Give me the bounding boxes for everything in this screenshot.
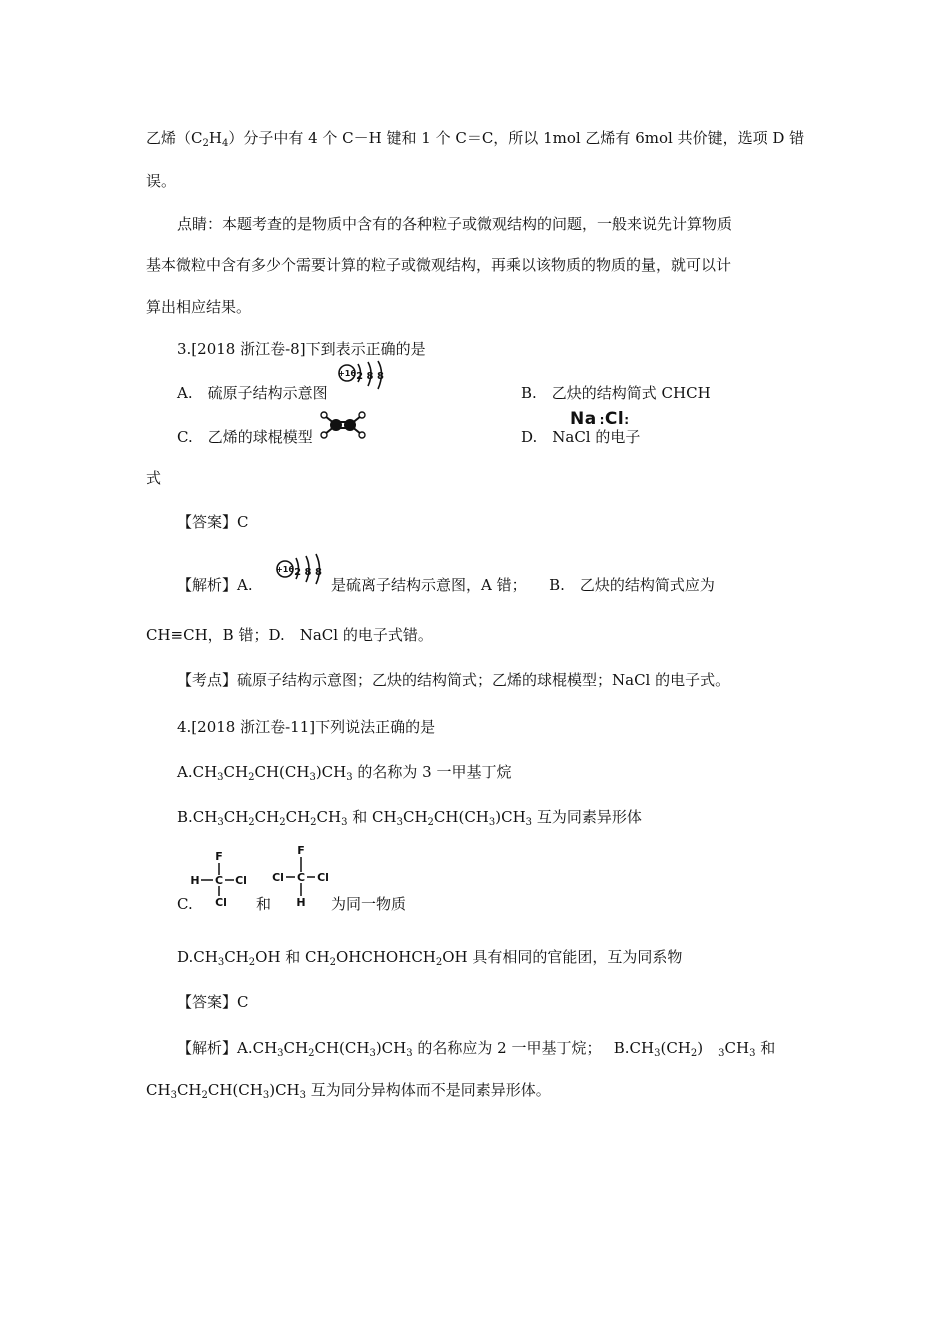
q3-option-a: A. 硫原子结构示意图	[177, 384, 328, 402]
q3-kaodian: 【考点】硫原子结构示意图；乙炔的结构简式；乙烯的球棍模型；NaCl 的电子式。	[177, 671, 731, 689]
shell-electrons: 2 8 8	[356, 371, 384, 382]
q3-analysis-mid: 是硫离子结构示意图，A 错； B. 乙炔的结构简式应为	[331, 576, 715, 594]
q4-answer: 【答案】C	[177, 993, 249, 1011]
svg-text:H: H	[190, 874, 200, 887]
q3-option-d: D. NaCl 的电子	[521, 428, 641, 446]
svg-text:C: C	[214, 874, 224, 887]
q3-option-d-tail: 式	[146, 469, 162, 487]
sulfide-ion-diagram	[276, 553, 332, 585]
molecule-1-structure	[188, 848, 248, 908]
paragraph-ethylene-bonds-end: 误。	[146, 172, 177, 190]
q4-option-b: $B.CH_3CH_2CH_2CH_2CH_3$ 和 $CH_3CH_2CH(CH_3)CH_3$ 互为同素异形体	[177, 808, 642, 828]
svg-text:Cl: Cl	[215, 896, 227, 908]
ion-nucleus-label: +16	[276, 565, 294, 574]
q4-option-c-prefix: C.	[177, 895, 193, 913]
q3-analysis-head: 【解析】A.	[177, 576, 253, 594]
q4-option-a: $A.CH_3CH_2CH(CH_3)CH_3$ 的名称为 3 一甲基丁烷	[177, 763, 512, 783]
ethylene-ball-stick-model	[318, 410, 368, 440]
q3-option-b: B. 乙炔的结构简式 CHCH	[521, 384, 711, 402]
tip-line-3: 算出相应结果。	[146, 298, 252, 316]
q4-option-d: $D.CH_3CH_2OH$ 和 $CH_2OHCHOHCH_2OH$ 具有相同的官能团，互为同系物	[177, 948, 683, 968]
q4-option-c-tail: 为同一物质	[331, 895, 407, 913]
paragraph-ethylene-bonds: 乙烯$(C_2H_4)$分子中有 4 个 C－H 键和 1 个 C＝C，所以 1mol 乙烯有 6mol 共价键，选项 D 错	[146, 129, 805, 149]
tip-line-1: 点睛：本题考查的是物质中含有的各种粒子或微观结构的问题，一般来说先计算物质	[177, 215, 733, 233]
nucleus-label: +16	[338, 369, 356, 378]
molecule-2-structure	[270, 842, 334, 908]
svg-text:Cl: Cl	[235, 874, 247, 887]
q4-analysis-line1: 【解析】$A.CH_3CH_2CH(CH_3)CH_3$ 的名称应为 2 一甲基丁烷； $B.CH_3(CH_2)$ $_3CH_3$ 和	[177, 1039, 776, 1059]
question-3-title: 3.[2018 浙江卷-8]下到表示正确的是	[177, 340, 426, 358]
tip-line-2: 基本微粒中含有多少个需要计算的粒子或微观结构，再乘以该物质的物质的量，就可以计	[146, 256, 732, 274]
question-4-title: 4.[2018 浙江卷-11]下列说法正确的是	[177, 718, 436, 736]
svg-text:F: F	[215, 850, 223, 863]
svg-text:Cl: Cl	[317, 871, 329, 884]
svg-text:H: H	[296, 896, 306, 908]
svg-text:C: C	[296, 871, 306, 884]
q3-analysis-line2: CH≡CH，B 错；D. NaCl 的电子式错。	[146, 626, 433, 644]
q3-answer: 【答案】C	[177, 513, 249, 531]
q3-option-c: C. 乙烯的球棍模型	[177, 428, 313, 446]
svg-text:F: F	[297, 844, 305, 857]
svg-text:Cl: Cl	[272, 871, 284, 884]
q4-analysis-line2: $CH_3CH_2CH(CH_3)CH_3$ 互为同分异构体而不是同素异形体。	[146, 1081, 551, 1101]
q4-option-c-and: 和	[256, 895, 272, 913]
nacl-electron-formula: Na :Cl:	[570, 409, 630, 429]
ion-shell-electrons: 2 8 8	[294, 567, 322, 578]
sulfur-atom-diagram	[338, 360, 394, 392]
